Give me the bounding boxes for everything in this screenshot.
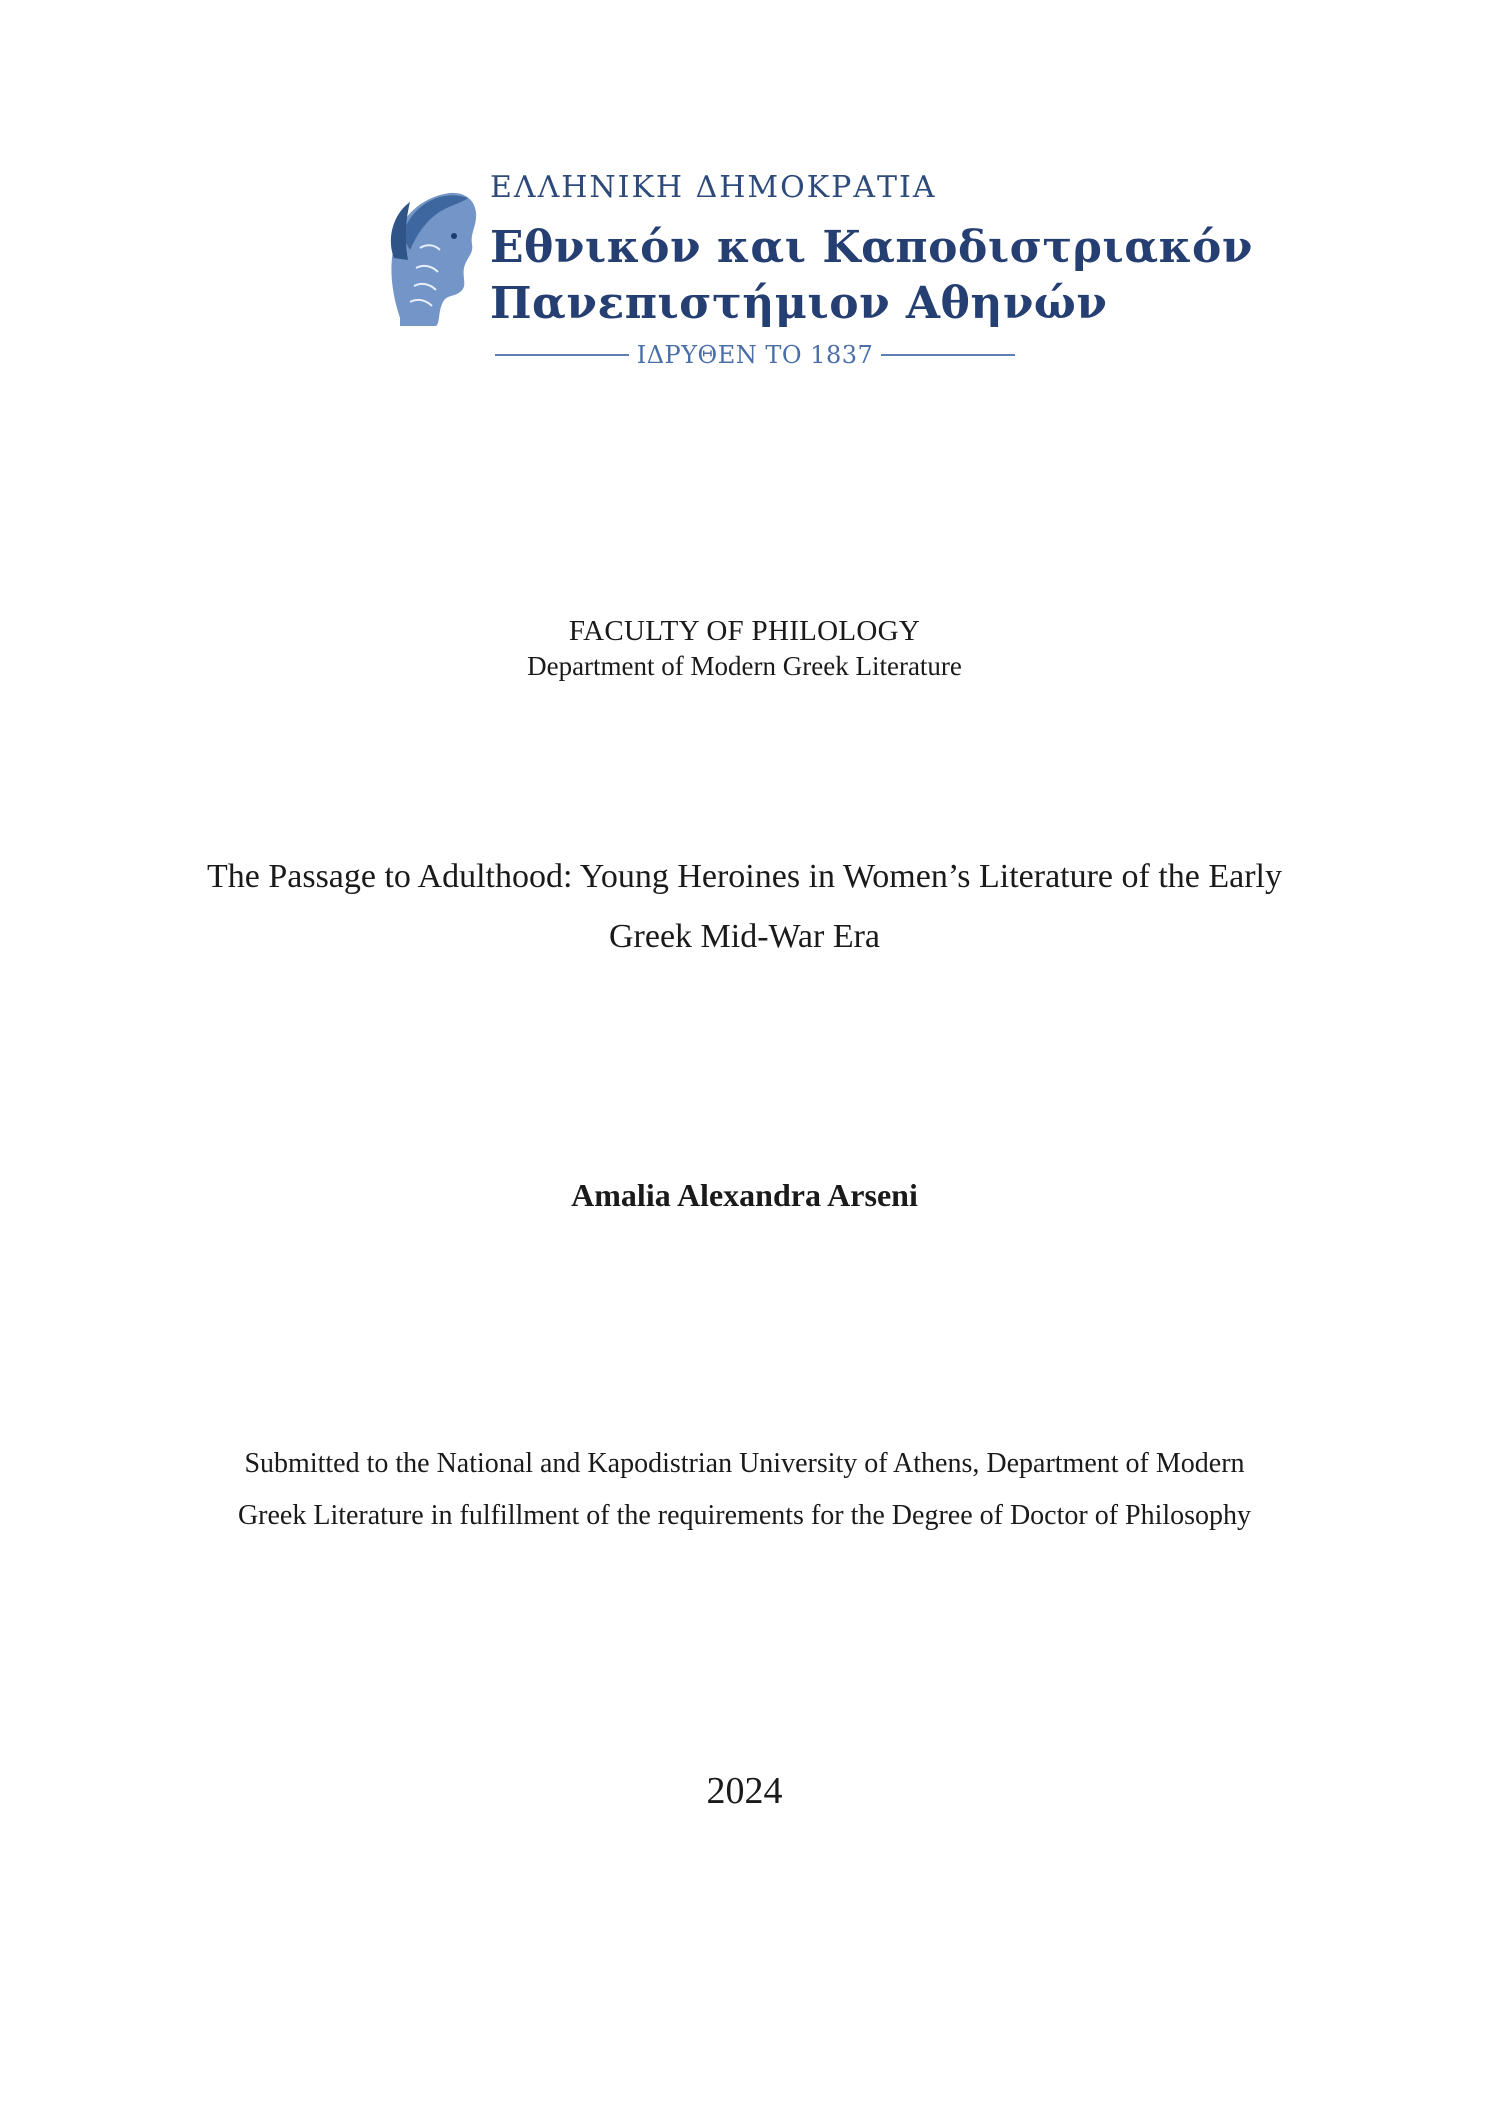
logo-rule-right: [881, 354, 1015, 356]
submission-statement-line-1: Submitted to the National and Kapodistrian University of Athens, Department of Modern: [244, 1448, 1245, 1479]
department-heading: Department of Modern Greek Literature: [527, 651, 962, 681]
author-name: Amalia Alexandra Arseni: [571, 1177, 918, 1213]
thesis-title-line-1: The Passage to Adulthood: Young Heroines in Women’s Literature of the Early: [206, 858, 1283, 895]
submission-statement-line-2: Greek Literature in fulfillment of the requirements for the Degree of Doctor of Philosophy: [237, 1500, 1252, 1531]
athena-head-icon: [380, 178, 480, 328]
logo-republic-text: ΕΛΛΗΝΙΚΗ ΔΗΜΟΚΡΑΤΙΑ: [490, 170, 937, 205]
logo-university-name-line-2: Πανεπιστήμιον Αθηνών: [490, 278, 1108, 329]
thesis-title-line-2: Greek Mid-War Era: [608, 918, 881, 955]
faculty-heading: FACULTY OF PHILOLOGY: [568, 615, 921, 647]
submission-year: 2024: [706, 1770, 783, 1812]
logo-founded-text: ΙΔΡΥΘΕΝ ΤΟ 1837: [636, 341, 874, 369]
logo-founded-row: [495, 340, 1015, 370]
logo-rule-left: [495, 354, 629, 356]
logo-university-name-line-1: Εθνικόν και Καποδιστριακόν: [490, 222, 1253, 273]
university-logo: [380, 170, 1253, 370]
